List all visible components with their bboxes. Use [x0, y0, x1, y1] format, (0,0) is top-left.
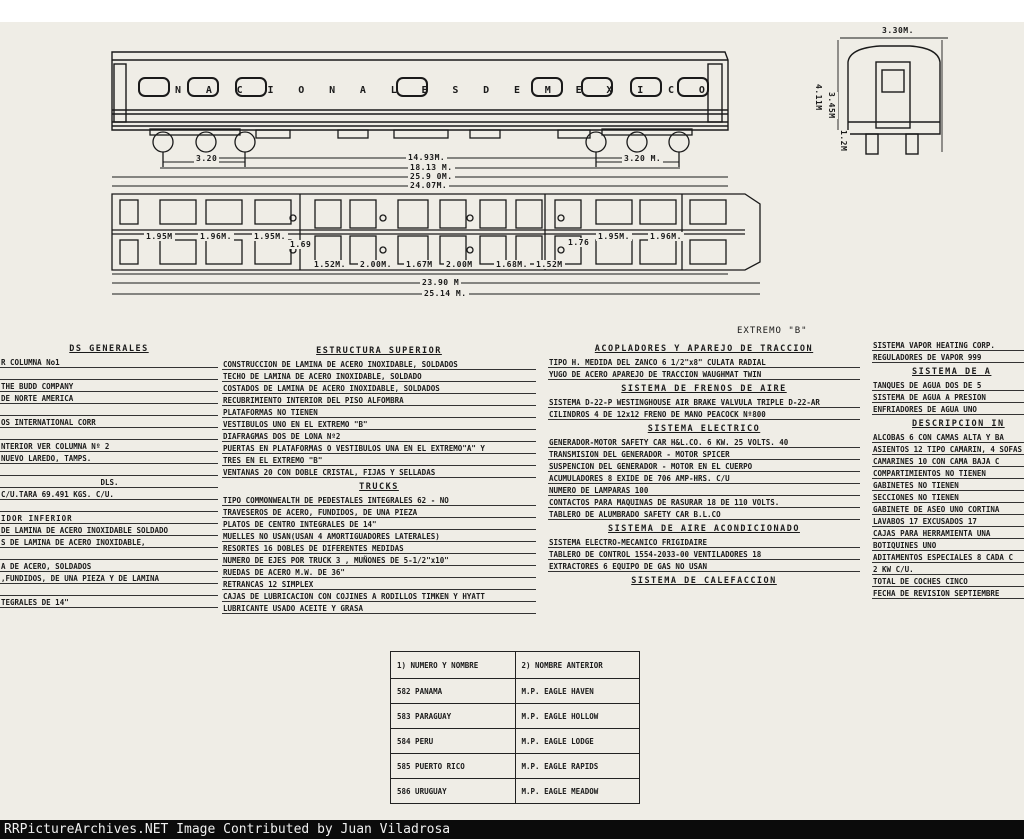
car-letter: N [175, 85, 182, 96]
spec-line: DE LAMINA DE ACERO INOXIDABLE SOLDADO [0, 525, 218, 536]
table-row [391, 704, 640, 729]
car-letter: S [452, 85, 459, 96]
car-letter: E [575, 85, 582, 96]
spec-line: COSTADOS DE LAMINA DE ACERO INOXIDABLE, SOLDADOS [222, 383, 536, 394]
spec-line: CILINDROS 4 DE 12x12 FRENO DE MANO PEACOCK Nº800 [548, 409, 860, 420]
car-letter: D [483, 85, 490, 96]
spec-line: FECHA DE REVISION SEPTIEMBRE [872, 588, 1024, 599]
spec-line: PUERTAS EN PLATAFORMAS O VESTIBULOS UNA EN EL EXTREMO"A" Y [222, 443, 536, 454]
car-letter: X [606, 85, 613, 96]
spec-line: TIPO H. MEDIDA DEL ZANCO 6 1/2"x8" CULATA RADIAL [548, 357, 860, 368]
spec-line: DLS. [0, 477, 218, 488]
spec-line: CONSTRUCCION DE LAMINA DE ACERO INOXIDABLE, SOLDADOS [222, 359, 536, 370]
spec-line: SISTEMA D-22-P WESTINGHOUSE AIR BRAKE VALVULA TRIPLE D-22-AR [548, 397, 860, 408]
spec-line: BOTIQUINES UNO [872, 540, 1024, 551]
spec-line: TEGRALES DE 14" [0, 597, 218, 608]
spec-line [0, 585, 218, 596]
spec-line: GENERADOR-MOTOR SAFETY CAR H&L.CO. 6 KW. 25 VOLTS. 40 [548, 437, 860, 448]
spec-line: CONTACTOS PARA MAQUINAS DE RASURAR 18 DE 110 VOLTS. [548, 497, 860, 508]
table-cell: M.P. EAGLE HAVEN [515, 679, 640, 704]
sistema-vapor-column [872, 340, 1024, 600]
estructura-superior-column [222, 342, 536, 615]
car-letter: E [421, 85, 428, 96]
car-letter: N [329, 85, 336, 96]
dim-plan-a: 1.95M [146, 232, 173, 241]
dim-truck-left: 3.20 [196, 154, 218, 163]
spec-line: COMPARTIMIENTOS NO TIENEN [872, 468, 1024, 479]
dim-plan-b: 1.96M. [200, 232, 232, 241]
section-heading: SISTEMA DE FRENOS DE AIRE [621, 384, 787, 394]
dim-end-width: 3.30M. [882, 26, 914, 35]
spec-line: CAMARINES 10 CON CAMA BAJA C [872, 456, 1024, 467]
table-row [391, 779, 640, 804]
dim-plan-f: 2.00M. [360, 260, 392, 269]
spec-line: NTERIOR VER COLUMNA Nº 2 [0, 441, 218, 452]
spec-line: LUBRICANTE USADO ACEITE Y GRASA [222, 603, 536, 614]
table-cell: M.P. EAGLE LODGE [515, 729, 640, 754]
table-cell: 584 PERU [391, 729, 516, 754]
spec-line: TRANSMISION DEL GENERADOR - MOTOR SPICER [548, 449, 860, 460]
spec-line: TECHO DE LAMINA DE ACERO INOXIDABLE, SOLDADO [222, 371, 536, 382]
spec-line: TRES EN EL EXTREMO "B" [222, 455, 536, 466]
spec-line: S DE LAMINA DE ACERO INOXIDABLE, [0, 537, 218, 548]
extremo-label: EXTREMO "B" [737, 326, 808, 336]
spec-line: 2 KW C/U. [872, 564, 1024, 575]
section-heading: SISTEMA ELECTRICO [647, 424, 761, 434]
dim-plan-h: 2.00M [446, 260, 473, 269]
dim-plan-g: 1.67M [406, 260, 433, 269]
car-letter: M [544, 85, 551, 96]
sistemas-column [548, 340, 860, 589]
spec-line: OS INTERNATIONAL CORR [0, 417, 218, 428]
section-heading: ACOPLADORES Y APAREJO DE TRACCION [594, 344, 814, 354]
spec-line: TIPO COMMONWEALTH DE PEDESTALES INTEGRALES 62 - NO [222, 495, 536, 506]
spec-line: NUMERO DE EJES POR TRUCK 3 , MUÑONES DE 5-1/2"x10" [222, 555, 536, 566]
dim-end-h1: 4.11M [814, 84, 823, 111]
dim-25-14: 25.14 M. [424, 289, 467, 298]
spec-line: DE NORTE AMERICA [0, 393, 218, 404]
spec-line: TABLERO DE CONTROL 1554-2033-00 VENTILADORES 18 [548, 549, 860, 560]
table-header-cell: 1) NUMERO Y NOMBRE [391, 652, 516, 679]
spec-line: ALCOBAS 6 CON CAMAS ALTA Y BA [872, 432, 1024, 443]
table-cell: M.P. EAGLE RAPIDS [515, 754, 640, 779]
spec-line: TABLERO DE ALUMBRADO SAFETY CAR B.L.CO [548, 509, 860, 520]
car-letter: O [298, 85, 305, 96]
spec-line: RETRANCAS 12 SIMPLEX [222, 579, 536, 590]
table-row [391, 679, 640, 704]
spec-line: REGULADORES DE VAPOR 999 [872, 352, 1024, 363]
car-names-table [390, 651, 640, 804]
table-header-cell: 2) NOMBRE ANTERIOR [515, 652, 640, 679]
dim-18-13: 18.13 M. [410, 163, 453, 172]
dim-25-90: 25.9 0M. [410, 172, 453, 181]
spec-line: PLATAFORMAS NO TIENEN [222, 407, 536, 418]
spec-line: GABINETE DE ASEO UNO CORTINA [872, 504, 1024, 515]
spec-line: R COLUMNA No1 [0, 357, 218, 368]
dim-24-07: 24.07M. [410, 181, 448, 190]
spec-line [0, 429, 218, 440]
spec-line: SUSPENCION DEL GENERADOR - MOTOR EN EL CUERPO [548, 461, 860, 472]
car-letter: L [390, 85, 397, 96]
car-letter: E [513, 85, 520, 96]
section-heading: DS GENERALES [69, 344, 149, 354]
dim-plan-j: 1.52M [536, 260, 563, 269]
top-margin [0, 0, 1024, 22]
section-heading: TRUCKS [359, 482, 399, 492]
section-heading: SISTEMA DE CALEFACCION [631, 576, 777, 586]
spec-line: PLATOS DE CENTRO INTEGRALES DE 14" [222, 519, 536, 530]
dim-plan-l: 1.95M. [598, 232, 630, 241]
spec-line: A DE ACERO, SOLDADOS [0, 561, 218, 572]
spec-line: THE BUDD COMPANY [0, 381, 218, 392]
table-cell: 582 PANAMA [391, 679, 516, 704]
section-heading: SISTEMA DE A [912, 367, 992, 377]
spec-line: SISTEMA VAPOR HEATING CORP. [872, 340, 1024, 351]
spec-line: YUGO DE ACERO APAREJO DE TRACCION WAUGHMAT TWIN [548, 369, 860, 380]
spec-line [0, 549, 218, 560]
spec-line: EXTRACTORES 6 EQUIPO DE GAS NO USAN [548, 561, 860, 572]
spec-line: C/U.TARA 69.491 KGS. C/U. [0, 489, 218, 500]
spec-line [0, 465, 218, 476]
spec-line: TRAVESEROS DE ACERO, FUNDIDOS, DE UNA PIEZA [222, 507, 536, 518]
datos-generales-column [0, 340, 218, 609]
dim-plan-c: 1.95M. [254, 232, 286, 241]
table-cell: M.P. EAGLE MEADOW [515, 779, 640, 804]
spec-line [0, 405, 218, 416]
dim-14-93: 14.93M. [408, 153, 446, 162]
car-letter: I [267, 85, 274, 96]
dim-plan-d: 1.69 [290, 240, 312, 249]
spec-line: RUEDAS DE ACERO M.W. DE 36" [222, 567, 536, 578]
dim-end-h3: 1.2M [839, 130, 848, 152]
spec-line: CAJAS PARA HERRAMIENTA UNA [872, 528, 1024, 539]
section-heading: DESCRIPCION IN [912, 419, 1005, 429]
spec-line: ENFRIADORES DE AGUA UNO [872, 404, 1024, 415]
spec-line: DIAFRAGMAS DOS DE LONA Nº2 [222, 431, 536, 442]
spec-line: SISTEMA ELECTRO-MECANICO FRIGIDAIRE [548, 537, 860, 548]
spec-line: MUELLES NO USAN(USAN 4 AMORTIGUADORES LATERALES) [222, 531, 536, 542]
credit-footer: RRPictureArchives.NET Image Contributed by Juan Viladrosa [0, 820, 1024, 839]
spec-line: SISTEMA DE AGUA A PRESION [872, 392, 1024, 403]
spec-line: IDOR INFERIOR [0, 513, 218, 524]
table-cell: 585 PUERTO RICO [391, 754, 516, 779]
table-cell: 583 PARAGUAY [391, 704, 516, 729]
spec-line: SECCIONES NO TIENEN [872, 492, 1024, 503]
car-lettering [175, 85, 705, 96]
spec-line: ADITAMENTOS ESPECIALES 8 CADA C [872, 552, 1024, 563]
section-heading: SISTEMA DE AIRE ACONDICIONADO [608, 524, 800, 534]
car-letter: C [236, 85, 243, 96]
spec-line: RESORTES 16 DOBLES DE DIFERENTES MEDIDAS [222, 543, 536, 554]
spec-line: GABINETES NO TIENEN [872, 480, 1024, 491]
end-view [838, 38, 948, 154]
spec-line: TANQUES DE AGUA DOS DE 5 [872, 380, 1024, 391]
spec-line: ,FUNDIDOS, DE UNA PIEZA Y DE LAMINA [0, 573, 218, 584]
car-letter: I [637, 85, 644, 96]
spec-line: NUMERO DE LAMPARAS 100 [548, 485, 860, 496]
spec-line: ACUMULADORES 8 EXIDE DE 706 AMP-HRS. C/U [548, 473, 860, 484]
table-row [391, 729, 640, 754]
spec-line: RECUBRIMIENTO INTERIOR DEL PISO ALFOMBRA [222, 395, 536, 406]
table-row [391, 754, 640, 779]
spec-line: VENTANAS 20 CON DOBLE CRISTAL, FIJAS Y SELLADAS [222, 467, 536, 478]
car-letter: O [698, 85, 705, 96]
dim-plan-i: 1.68M. [496, 260, 528, 269]
spec-line [0, 369, 218, 380]
spec-line: VESTIBULOS UNO EN EL EXTREMO "B" [222, 419, 536, 430]
spec-line: LAVABOS 17 EXCUSADOS 17 [872, 516, 1024, 527]
spec-line: TOTAL DE COCHES CINCO [872, 576, 1024, 587]
dim-end-h2: 3.45M [827, 92, 836, 119]
spec-line: CAJAS DE LUBRICACION CON COJINES A RODILLOS TIMKEN Y HYATT [222, 591, 536, 602]
dim-plan-m: 1.96M. [650, 232, 682, 241]
dim-plan-e: 1.52M. [314, 260, 346, 269]
spec-line: NUEVO LAREDO, TAMPS. [0, 453, 218, 464]
dim-plan-k: 1.76 [568, 238, 590, 247]
dim-truck-right: 3.20 M. [624, 154, 662, 163]
spec-line: ASIENTOS 12 TIPO CAMARIN, 4 SOFAS [873, 445, 1023, 454]
car-letter: A [205, 85, 212, 96]
table-cell: 586 URUGUAY [391, 779, 516, 804]
section-heading: ESTRUCTURA SUPERIOR [316, 346, 442, 356]
car-letter: C [668, 85, 675, 96]
car-letter: A [359, 85, 366, 96]
dim-23-90: 23.90 M [422, 278, 460, 287]
table-cell: M.P. EAGLE HOLLOW [515, 704, 640, 729]
spec-line [0, 501, 218, 512]
table-header-row [391, 652, 640, 679]
